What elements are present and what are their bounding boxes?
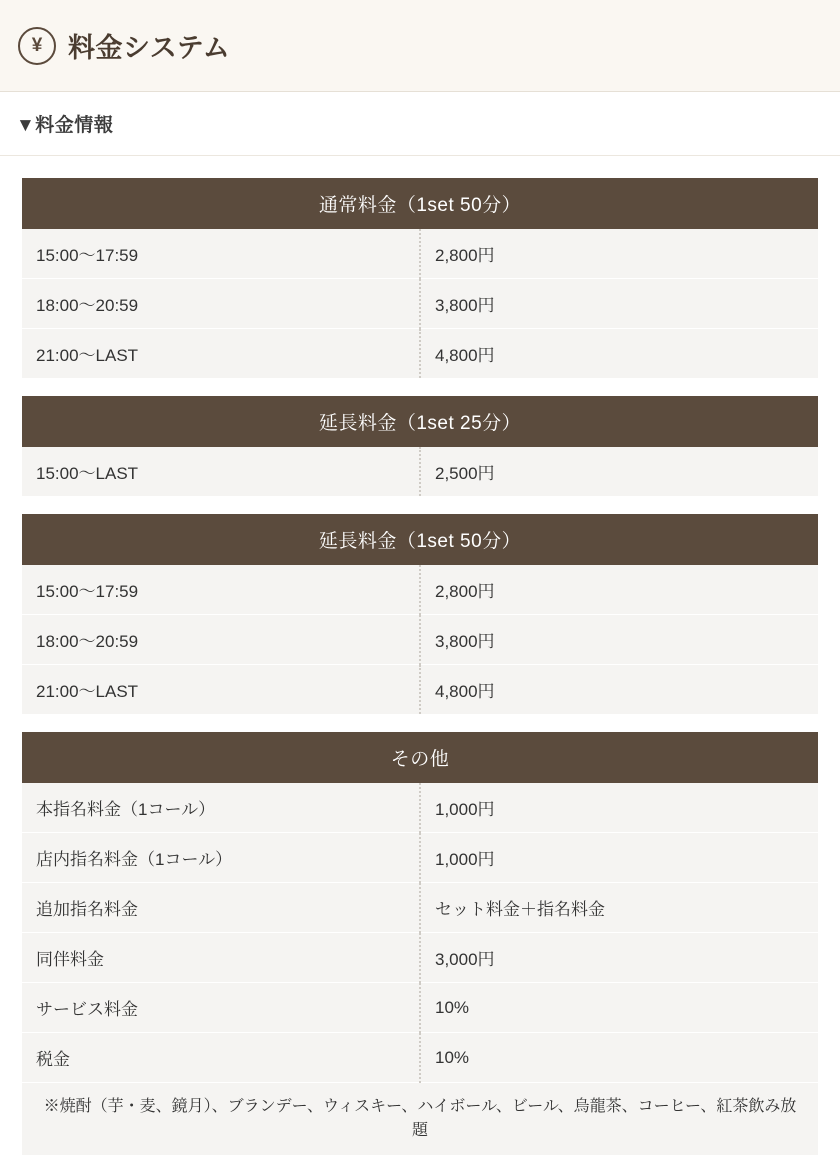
row-value: 2,800円 <box>420 565 818 615</box>
row-value: 3,800円 <box>420 615 818 665</box>
regular-price-table <box>22 178 818 378</box>
row-value: 2,500円 <box>420 447 818 496</box>
row-value: 10% <box>420 1033 818 1083</box>
table-row <box>22 665 818 715</box>
row-label: 15:00〜17:59 <box>22 565 420 615</box>
table-row <box>22 329 818 379</box>
table-heading: その他 <box>22 732 818 783</box>
row-label: サービス料金 <box>22 983 420 1033</box>
yen-circle-icon: ¥ <box>18 27 56 65</box>
row-label: 店内指名料金（1コール） <box>22 833 420 883</box>
row-label: 15:00〜17:59 <box>22 229 420 279</box>
row-label: 税金 <box>22 1033 420 1083</box>
row-label: 18:00〜20:59 <box>22 279 420 329</box>
table-row <box>22 983 818 1033</box>
other-fees-table <box>22 732 818 1155</box>
row-value: 1,000円 <box>420 783 818 833</box>
table-row <box>22 565 818 615</box>
table-heading-row <box>22 514 818 565</box>
extension-50-table <box>22 514 818 714</box>
price-tables-container <box>0 156 840 1155</box>
row-value: 2,800円 <box>420 229 818 279</box>
table-heading: 通常料金（1set 50分） <box>22 178 818 229</box>
table-row <box>22 783 818 833</box>
table-note-row <box>22 1083 818 1155</box>
table-heading: 延長料金（1set 50分） <box>22 514 818 565</box>
row-label: 同伴料金 <box>22 933 420 983</box>
table-note: ※焼酎（芋・麦、鏡月）、ブランデー、ウィスキー、ハイボール、ビール、烏龍茶、コーヒー、紅茶飲み放題 <box>22 1083 818 1155</box>
page-title: 料金システム <box>68 26 230 65</box>
row-value: 4,800円 <box>420 329 818 379</box>
table-row <box>22 279 818 329</box>
row-value: セット料金＋指名料金 <box>420 883 818 933</box>
table-heading-row <box>22 178 818 229</box>
table-row <box>22 1033 818 1083</box>
row-value: 3,800円 <box>420 279 818 329</box>
table-row <box>22 883 818 933</box>
row-value: 10% <box>420 983 818 1033</box>
row-value: 3,000円 <box>420 933 818 983</box>
section-title: ▼料金情報 <box>16 110 113 137</box>
row-label: 15:00〜LAST <box>22 447 420 496</box>
table-row <box>22 833 818 883</box>
extension-25-table <box>22 396 818 496</box>
row-label: 21:00〜LAST <box>22 665 420 715</box>
row-label: 追加指名料金 <box>22 883 420 933</box>
table-row <box>22 615 818 665</box>
row-value: 1,000円 <box>420 833 818 883</box>
table-heading: 延長料金（1set 25分） <box>22 396 818 447</box>
row-value: 4,800円 <box>420 665 818 715</box>
table-heading-row <box>22 396 818 447</box>
row-label: 21:00〜LAST <box>22 329 420 379</box>
price-info-section-header <box>0 92 840 156</box>
table-row <box>22 447 818 496</box>
page-header <box>0 0 840 92</box>
table-row <box>22 933 818 983</box>
row-label: 18:00〜20:59 <box>22 615 420 665</box>
table-heading-row <box>22 732 818 783</box>
table-row <box>22 229 818 279</box>
row-label: 本指名料金（1コール） <box>22 783 420 833</box>
